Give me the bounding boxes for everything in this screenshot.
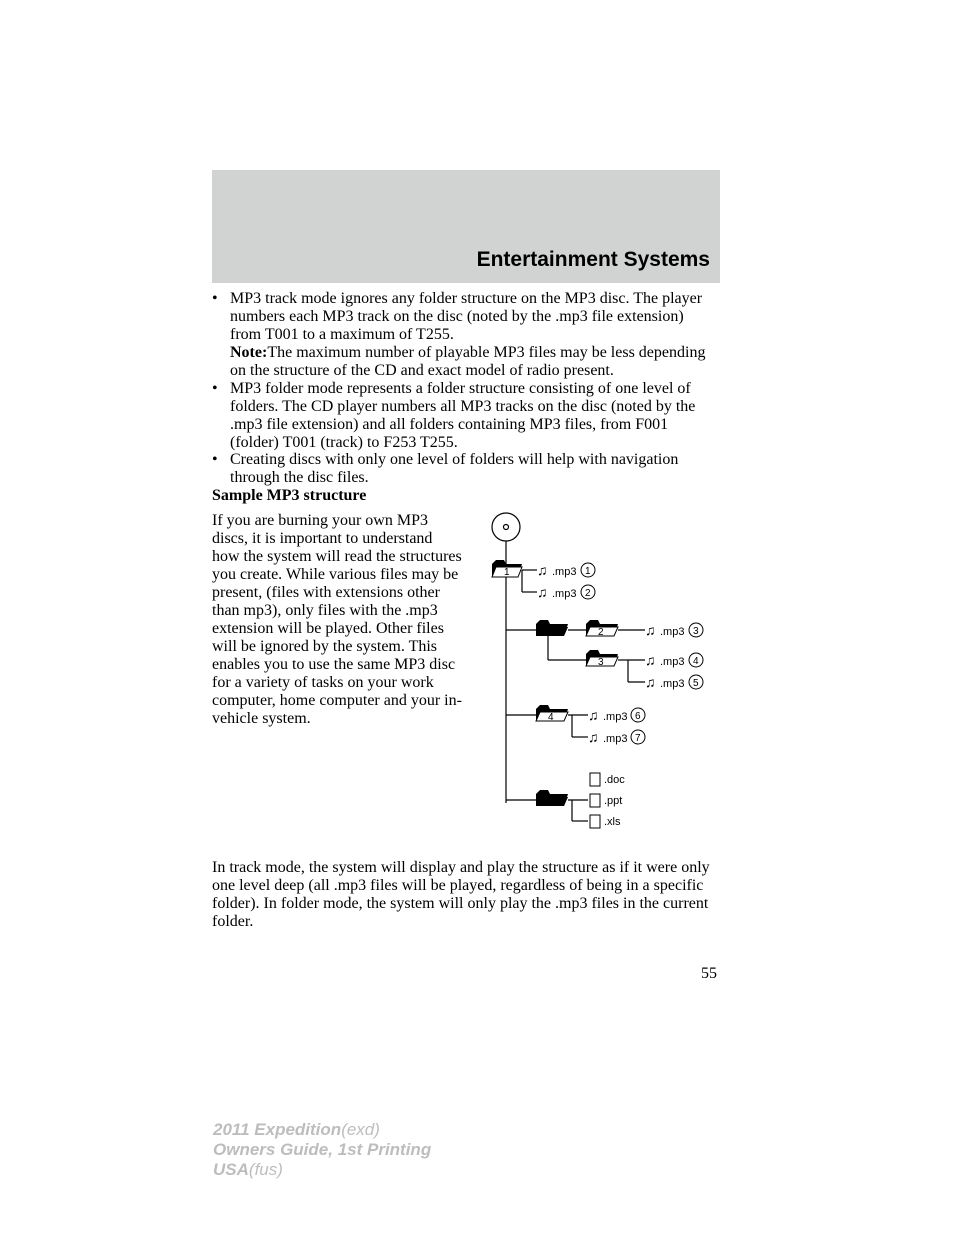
section-title: Entertainment Systems xyxy=(476,248,710,271)
footer-edition: Owners Guide, 1st Printing xyxy=(213,1140,432,1159)
mp3-track xyxy=(588,729,645,745)
track-number: 5 xyxy=(693,678,699,689)
section-heading: Sample MP3 structure xyxy=(212,487,367,504)
file-extension: .mp3 xyxy=(603,733,628,745)
mp3-track xyxy=(537,584,595,600)
intro-paragraph: If you are burning your own MP3 discs, it is important to understand how the system will read the structures you create. While various files may be present, (files with extensions other than mp3), only files with the .mp3 extension will be played. Other files will be ignored by the system. This enables you to use the same MP3 disc for a variety of tasks on your work computer, home computer and your in-vehicle system. xyxy=(212,512,462,727)
disc-icon xyxy=(492,513,520,541)
footer-model-code: (exd) xyxy=(341,1120,380,1139)
bullet-text: Creating discs with only one level of folders will help with navigation through the disc files. xyxy=(230,451,679,486)
bullet-text: MP3 folder mode represents a folder structure consisting of one level of folders. The CD player numbers all MP3 tracks on the disc (noted by the .mp3 file extension) and all folders containing MP3 files, from F001 (folder) T001 (track) to F253 T255. xyxy=(230,380,696,451)
music-note-icon: ♫ xyxy=(588,729,599,745)
document-icon xyxy=(590,773,600,786)
file-extension: .ppt xyxy=(604,795,623,807)
page-number: 55 xyxy=(701,965,717,982)
folder-number: 2 xyxy=(598,627,604,638)
track-number: 3 xyxy=(693,626,699,637)
bullet-track-mode xyxy=(212,290,712,380)
file-extension: .mp3 xyxy=(603,711,628,723)
bullet-marker: • xyxy=(212,380,218,397)
folder-number: 4 xyxy=(548,712,554,723)
section-header-band xyxy=(212,170,720,283)
file-extension: .doc xyxy=(604,774,625,786)
music-note-icon: ♫ xyxy=(588,707,599,723)
music-note-icon: ♫ xyxy=(645,674,656,690)
bullet-text: MP3 track mode ignores any folder structure on the MP3 disc. The player numbers each MP3 track on the disc (noted by the .mp3 file extension) from T001 to a maximum of T255. xyxy=(230,290,703,343)
mp3-track xyxy=(588,707,645,723)
bullet-one-level xyxy=(212,451,712,487)
footer-market: USA xyxy=(213,1160,249,1179)
file-extension: .mp3 xyxy=(660,678,685,690)
track-number: 1 xyxy=(585,566,591,577)
file-extension: .xls xyxy=(604,816,621,828)
other-file xyxy=(590,815,621,828)
note-text: The maximum number of playable MP3 files may be less depending on the structure of the CD and exact model of radio present. xyxy=(230,344,706,379)
track-number: 2 xyxy=(585,588,591,599)
track-number: 6 xyxy=(635,711,641,722)
folder-icon xyxy=(536,790,568,806)
footer-model: 2011 Expedition xyxy=(213,1120,342,1139)
file-extension: .mp3 xyxy=(552,588,577,600)
music-note-icon: ♫ xyxy=(537,584,548,600)
document-icon xyxy=(590,815,600,828)
note xyxy=(230,344,712,380)
footer-market-code: (fus) xyxy=(248,1160,283,1179)
folder-icon xyxy=(536,705,568,723)
note-label: Note: xyxy=(230,344,268,361)
print-footer xyxy=(213,1120,431,1180)
music-note-icon: ♫ xyxy=(645,622,656,638)
mp3-track xyxy=(645,652,703,668)
music-note-icon: ♫ xyxy=(537,562,548,578)
file-extension: .mp3 xyxy=(660,626,685,638)
music-note-icon: ♫ xyxy=(645,652,656,668)
disc-hole xyxy=(504,525,509,530)
track-number: 4 xyxy=(693,656,699,667)
mp3-track xyxy=(537,562,595,578)
closing-paragraph: In track mode, the system will display and play the structure as if it were only one level deep (all .mp3 files will be played, regardless of being in a specific folder). In folder mode, the system will only play the .mp3 files in the current folder. xyxy=(212,859,710,930)
mp3-track xyxy=(645,674,703,690)
track-number: 7 xyxy=(635,733,641,744)
folder-icon xyxy=(586,620,618,638)
folder-number: 1 xyxy=(504,567,510,578)
folder-number: 3 xyxy=(598,657,604,668)
file-extension: .mp3 xyxy=(552,566,577,578)
mp3-structure-diagram xyxy=(480,505,720,835)
folder-icon xyxy=(492,560,522,578)
bullet-marker: • xyxy=(212,451,218,468)
bullet-folder-mode xyxy=(212,380,712,452)
bullet-marker: • xyxy=(212,290,218,307)
other-file xyxy=(590,773,625,786)
document-icon xyxy=(590,794,600,807)
folder-icon xyxy=(536,620,568,636)
file-extension: .mp3 xyxy=(660,656,685,668)
folder-icon xyxy=(586,650,618,668)
other-file xyxy=(590,794,622,807)
mp3-track xyxy=(645,622,703,638)
